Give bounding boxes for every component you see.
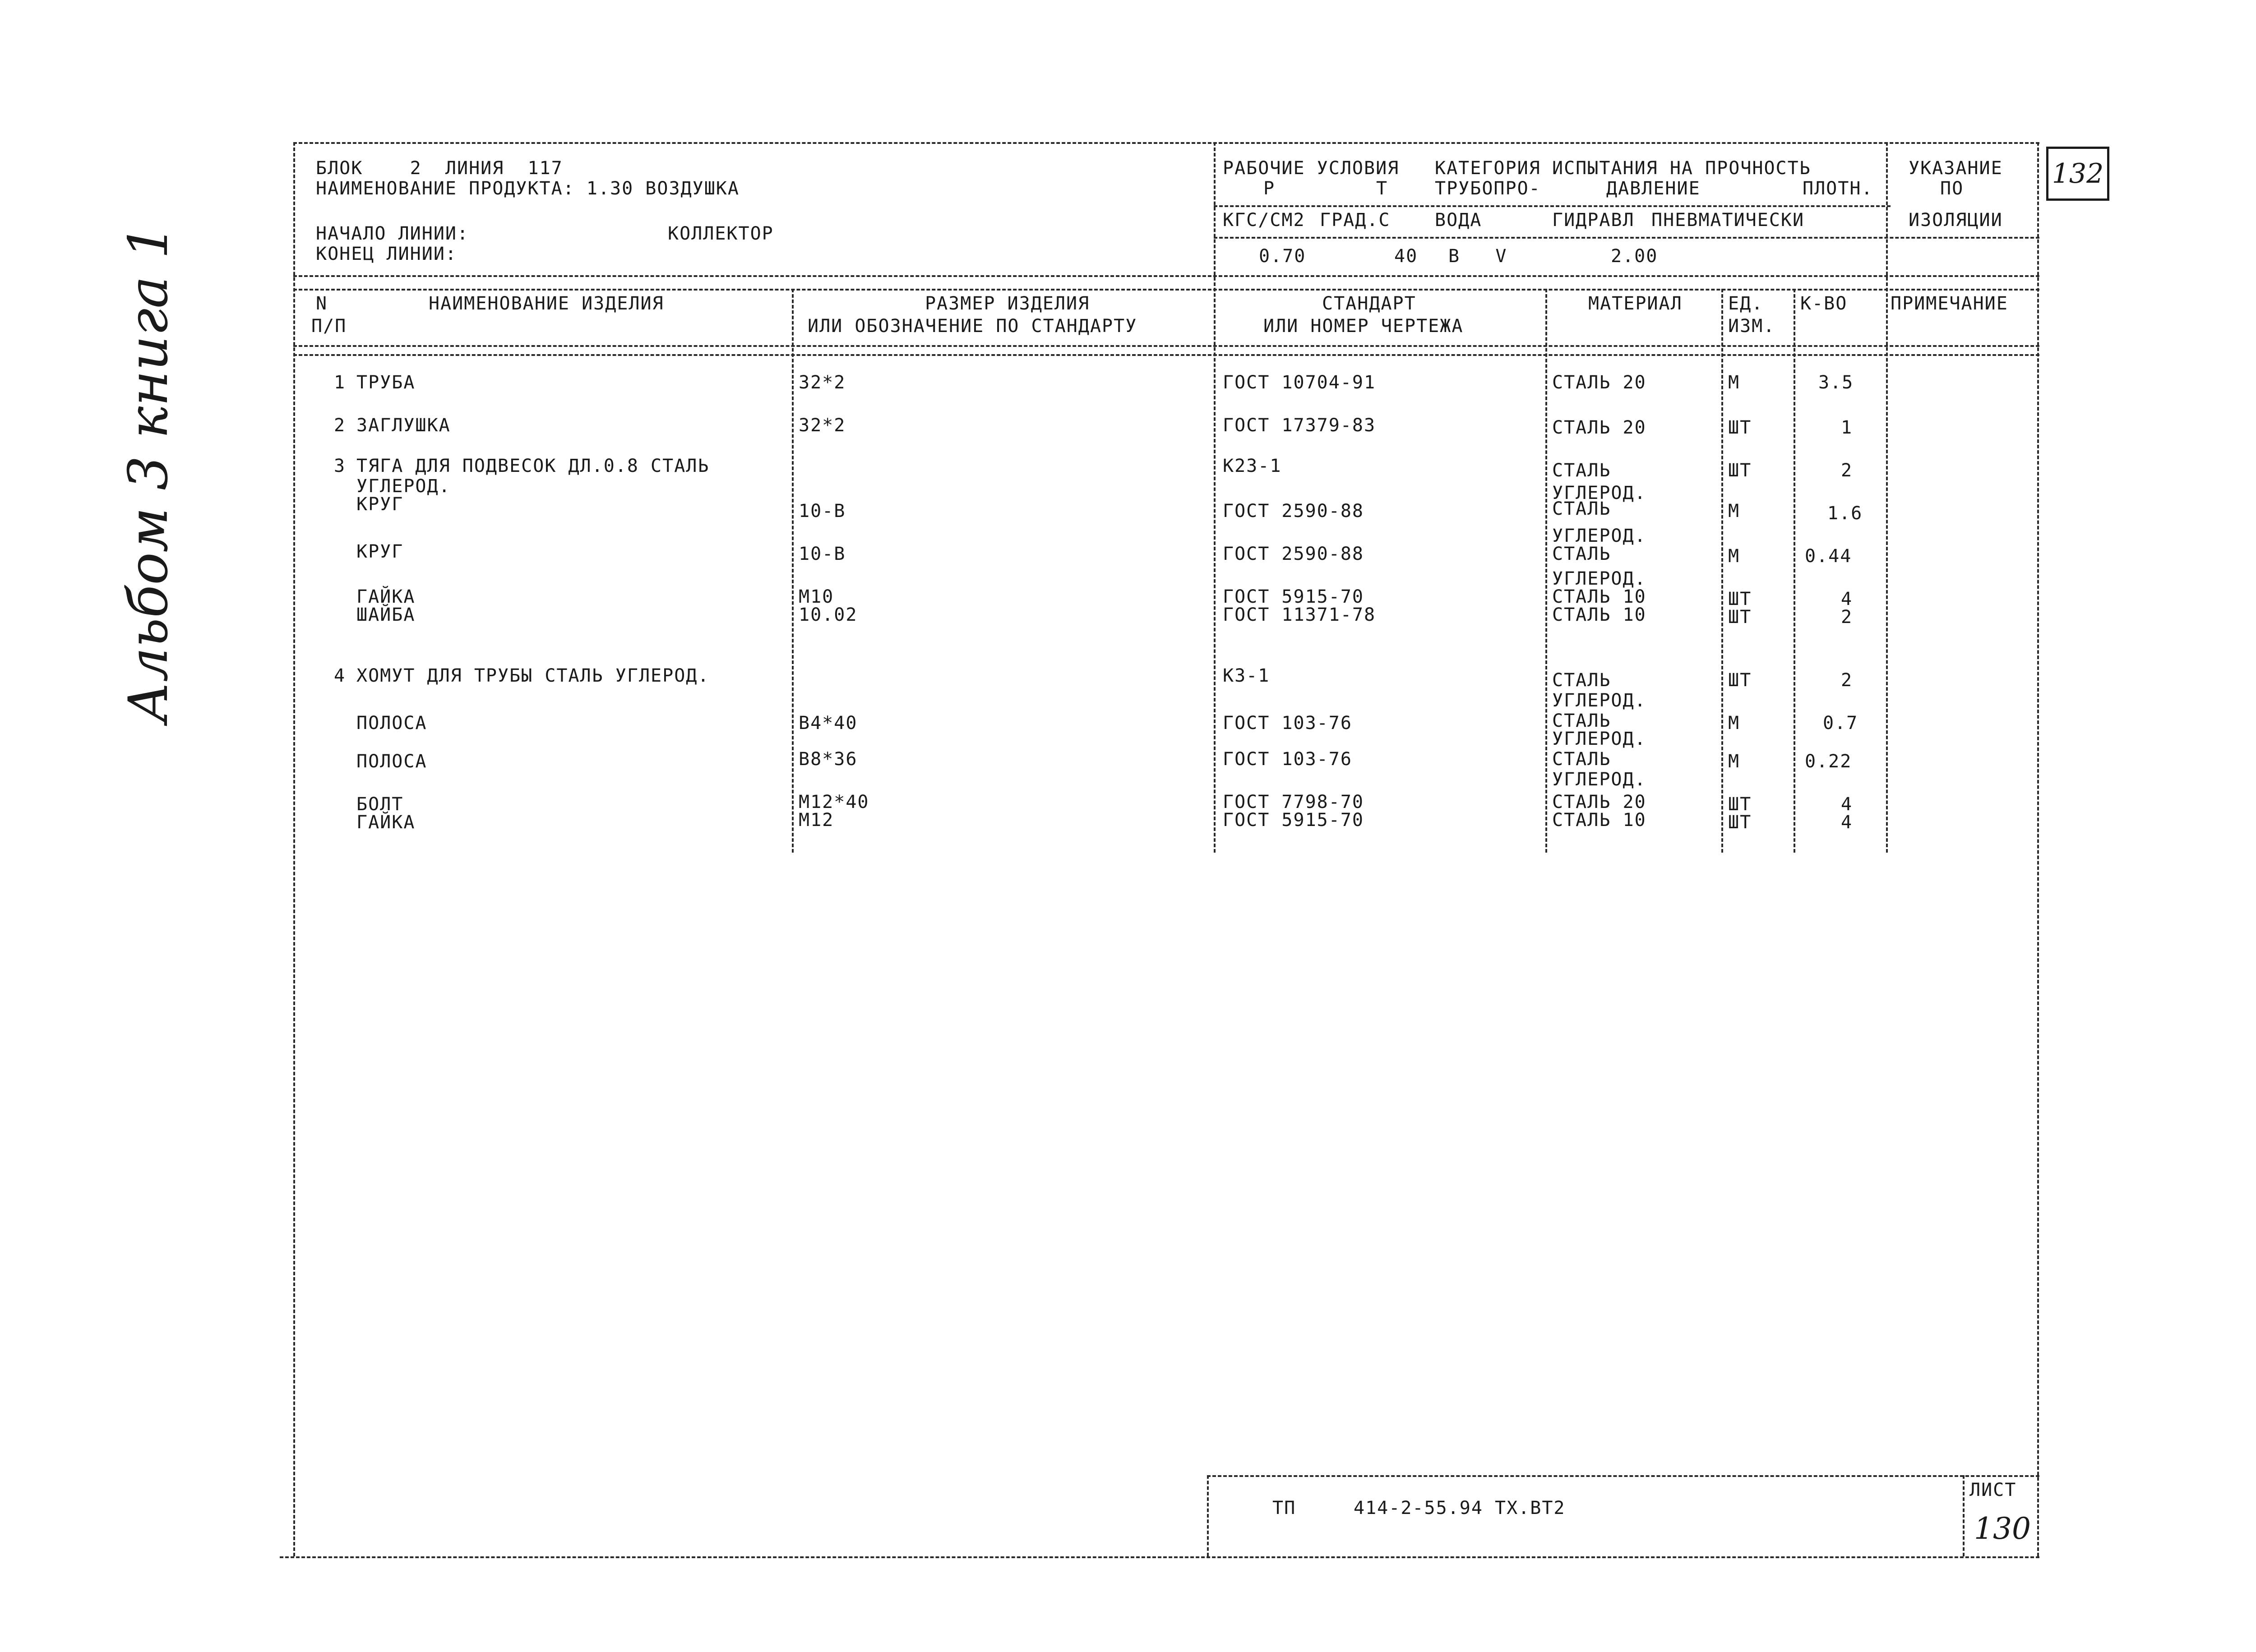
row-qty: 4 [1841,812,1853,833]
row-qty: 4 [1841,794,1853,815]
col-std-2: ИЛИ НОМЕР ЧЕРТЕЖА [1263,316,1464,337]
row-mat: СТАЛЬ [1552,670,1611,691]
header-insulation-3: ИЗОЛЯЦИИ [1909,210,2003,231]
row-std: ГОСТ 5915-70 [1223,586,1364,607]
row-name: ЗАГЛУШКА [356,415,451,436]
header-divider-1 [293,275,2039,277]
row-name: УГЛЕРОД. [356,476,451,497]
col-size-2: ИЛИ ОБОЗНАЧЕНИЕ ПО СТАНДАРТУ [808,316,1137,337]
columns-divider-2 [293,354,2039,356]
row-unit: ШТ [1728,460,1752,481]
stamp-sheet-label: ЛИСТ [1969,1480,2017,1500]
header-pneumatic: ПНЕВМАТИЧЕСКИ [1651,210,1805,231]
header-work-sub [1214,205,1891,207]
col-line-size [792,289,794,853]
frame-top-line [293,142,2039,144]
row-mat: СТАЛЬ [1552,711,1611,731]
row-unit: М [1728,372,1740,393]
row-unit: ШТ [1728,417,1752,438]
row-name: ТРУБА [356,372,416,393]
row-size: 32*2 [799,415,846,436]
value-pressure: 0.70 [1259,246,1306,267]
row-name: ШАЙБА [356,605,416,625]
row-std: ГОСТ 2590-88 [1223,501,1364,521]
row-mat: СТАЛЬ 10 [1552,605,1646,625]
col-size-1: РАЗМЕР ИЗДЕЛИЯ [925,293,1090,314]
row-qty: 1 [1841,417,1853,438]
row-mat: СТАЛЬ [1552,544,1611,564]
row-mat: СТАЛЬ [1552,749,1611,770]
stamp-left-line [1207,1475,1209,1556]
col-std-1: СТАНДАРТ [1322,293,1416,314]
row-unit: ШТ [1728,794,1752,815]
stamp-sheet-number: 130 [1974,1511,2031,1546]
col-line-unit [1721,289,1723,853]
col-n: N [316,293,328,314]
block-line-label: БЛОК 2 ЛИНИЯ 117 [316,158,563,179]
row-qty: 2 [1841,670,1853,691]
row-name: ТЯГА ДЛЯ ПОДВЕСОК ДЛ.0.8 СТАЛЬ [356,456,710,476]
header-p: Р [1263,178,1276,199]
row-mat: СТАЛЬ 20 [1552,792,1646,812]
row-std: ГОСТ 2590-88 [1223,544,1364,564]
row-mat: УГЛЕРОД. [1552,526,1646,546]
header-pressure: ДАВЛЕНИЕ [1606,178,1701,199]
row-std: ГОСТ 103-76 [1223,749,1352,770]
stamp-document-code: 414-2-55.94 ТХ.ВТ2 [1354,1498,1566,1518]
row-qty: 3.5 [1818,372,1854,393]
row-size: 10-В [799,544,846,564]
header-units-sub [1214,237,2039,239]
row-name: ПОЛОСА [356,751,427,772]
header-t: Т [1376,178,1388,199]
product-name: НАИМЕНОВАНИЕ ПРОДУКТА: 1.30 ВОЗДУШКА [316,178,740,199]
row-size: 10-В [799,501,846,521]
row-n: 2 [334,415,346,436]
columns-divider [293,345,2039,347]
row-qty: 0.22 [1805,751,1852,772]
header-insulation-1: УКАЗАНИЕ [1909,158,2003,179]
row-std: ГОСТ 5915-70 [1223,810,1364,831]
row-std: К3-1 [1223,665,1270,686]
row-name: КРУГ [356,541,404,562]
header-hydraulic: ГИДРАВЛ [1552,210,1635,231]
row-mat: СТАЛЬ [1552,498,1611,519]
header-units-p: КГС/СМ2 [1223,210,1305,231]
col-name: НАИМЕНОВАНИЕ ИЗДЕЛИЯ [429,293,664,314]
row-qty: 2 [1841,607,1853,628]
row-mat: УГЛЕРОД. [1552,690,1646,711]
col-qty: К-ВО [1800,293,1848,314]
row-qty: 0.44 [1805,546,1852,567]
row-size: 10.02 [799,605,858,625]
side-handwritten-note: Альбом 3 книга 1 [117,224,180,723]
row-name: КРУГ [356,494,404,515]
col-material: МАТЕРИАЛ [1588,293,1683,314]
col-unit-2: ИЗМ. [1728,316,1775,337]
col-note: ПРИМЕЧАНИЕ [1891,293,2008,314]
row-n: 1 [334,372,346,393]
row-mat: УГЛЕРОД. [1552,769,1646,790]
row-mat: УГЛЕРОД. [1552,568,1646,589]
header-work-conditions: РАБОЧИЕ УСЛОВИЯ [1223,158,1400,179]
row-size: М12 [799,810,834,831]
header-category-3: ВОДА [1435,210,1482,231]
col-line-note [1886,142,1888,853]
row-name: ГАЙКА [356,586,416,607]
col-line-std [1214,142,1216,853]
row-mat: СТАЛЬ 10 [1552,586,1646,607]
row-name: ГАЙКА [356,812,416,833]
row-mat: СТАЛЬ 20 [1552,372,1646,393]
row-mat: СТАЛЬ 10 [1552,810,1646,831]
value-category: В V [1448,246,1507,267]
row-n: 3 [334,456,346,476]
row-unit: ШТ [1728,812,1752,833]
row-name: ХОМУТ ДЛЯ ТРУБЫ СТАЛЬ УГЛЕРОД. [356,665,710,686]
row-size: М12*40 [799,792,869,812]
row-qty: 4 [1841,589,1853,609]
row-mat: УГЛЕРОД. [1552,483,1646,503]
header-category-1: КАТЕГОРИЯ [1435,158,1541,179]
row-std: ГОСТ 17379-83 [1223,415,1376,436]
row-qty: 1.6 [1827,503,1863,524]
row-qty: 0.7 [1823,713,1858,734]
stamp-tp: ТП [1272,1498,1296,1518]
col-line-mat [1545,289,1547,853]
stamp-top-line [1207,1475,2039,1477]
row-std: ГОСТ 11371-78 [1223,605,1376,625]
row-std: ГОСТ 10704-91 [1223,372,1376,393]
row-std: К23-1 [1223,456,1282,476]
row-unit: ШТ [1728,607,1752,628]
frame-bottom-line [280,1556,2039,1558]
row-unit: М [1728,546,1740,567]
row-mat: СТАЛЬ 20 [1552,417,1646,438]
page-number-badge: 132 [2046,147,2109,201]
row-std: ГОСТ 7798-70 [1223,792,1364,812]
row-size: В8*36 [799,749,858,770]
header-insulation-2: ПО [1940,178,1964,199]
row-name: ПОЛОСА [356,713,427,734]
value-hydraulic: 2.00 [1611,246,1658,267]
line-start-label: НАЧАЛО ЛИНИИ: [316,223,469,244]
col-line-qty [1794,289,1795,853]
frame-right-line [2037,142,2039,1556]
row-unit: М [1728,501,1740,521]
row-std: ГОСТ 103-76 [1223,713,1352,734]
stamp-sheet-line [1963,1475,1965,1556]
row-name: БОЛТ [356,794,404,815]
value-temperature: 40 [1394,246,1418,267]
row-mat: УГЛЕРОД. [1552,729,1646,749]
header-units-t: ГРАД.С [1320,210,1391,231]
row-unit: М [1728,751,1740,772]
header-divider-2 [293,289,2039,291]
row-unit: ШТ [1728,589,1752,609]
header-category-2: ТРУБОПРО- [1435,178,1541,199]
frame-left-line [293,142,295,1556]
row-qty: 2 [1841,460,1853,481]
col-unit-1: ЕД. [1728,293,1764,314]
header-density: ПЛОТН. [1803,178,1873,199]
header-test: ИСПЫТАНИЯ НА ПРОЧНОСТЬ [1552,158,1811,179]
row-mat: СТАЛЬ [1552,460,1611,481]
line-start-value: КОЛЛЕКТОР [668,223,774,244]
row-size: 32*2 [799,372,846,393]
row-unit: ШТ [1728,670,1752,691]
row-unit: М [1728,713,1740,734]
col-pp: П/П [311,316,347,337]
row-size: М10 [799,586,834,607]
row-size: В4*40 [799,713,858,734]
line-end-label: КОНЕЦ ЛИНИИ: [316,244,457,264]
row-n: 4 [334,665,346,686]
